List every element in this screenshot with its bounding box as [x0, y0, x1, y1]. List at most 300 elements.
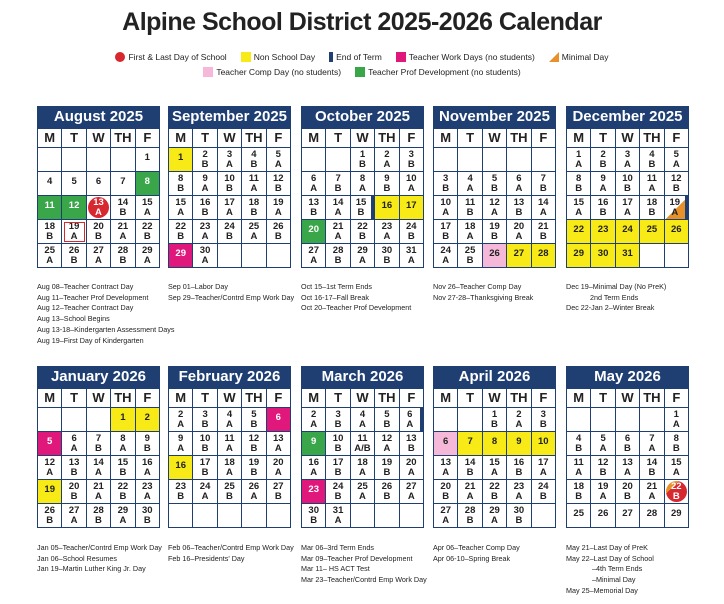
day-number: 5 [47, 436, 53, 447]
day-type: A [274, 443, 282, 454]
day-number: 3 [443, 173, 449, 184]
day-number: 26 [597, 508, 609, 519]
day-number: 22 [357, 221, 368, 232]
day-number: 24 [406, 221, 417, 232]
day-cell [193, 480, 217, 504]
day-header: F [665, 129, 689, 148]
day-number: 13 [406, 433, 417, 444]
day-cell [169, 244, 193, 268]
day-cell [507, 220, 531, 244]
day-header: T [62, 389, 86, 408]
day-type: B [359, 231, 366, 242]
day-number: 16 [175, 460, 186, 471]
day-number: 14 [93, 457, 104, 468]
day-header: TH [640, 389, 664, 408]
day-number: 2 [178, 409, 184, 420]
empty-cell [532, 504, 556, 528]
day-type: B [539, 183, 547, 194]
day-header: F [267, 389, 291, 408]
day-number: 5 [275, 149, 281, 160]
day-type: B [143, 515, 151, 526]
day-type: B [383, 419, 391, 430]
day-type: A [359, 467, 366, 478]
empty-cell [218, 244, 242, 268]
day-number: 6 [95, 176, 102, 187]
day-number: 29 [175, 248, 186, 259]
day-number: 23 [199, 221, 211, 232]
day-type: B [407, 159, 415, 170]
day-header: TH [375, 389, 399, 408]
day-cell [591, 244, 615, 268]
day-number: 17 [538, 457, 549, 468]
day-cell [640, 172, 664, 196]
day-number: 7 [120, 176, 126, 187]
day-type: B [201, 207, 209, 218]
day-cell [136, 148, 160, 172]
day-number: 1 [120, 412, 126, 423]
day-number: 5 [491, 173, 498, 184]
day-type: B [599, 159, 607, 170]
day-cell [375, 408, 399, 432]
day-type: A [515, 231, 523, 242]
day-number: 12 [68, 200, 80, 211]
day-type: A [143, 255, 151, 266]
month-block [566, 106, 689, 268]
month-grid [301, 128, 424, 268]
day-number: 27 [93, 245, 104, 256]
day-type: B [250, 443, 258, 454]
day-cell [326, 172, 350, 196]
day-cell [218, 408, 242, 432]
day-header: TH [242, 129, 266, 148]
day-cell [640, 148, 664, 172]
day-type: A [407, 491, 415, 502]
day-type: A [70, 443, 78, 454]
day-cell [640, 456, 664, 480]
day-number: 28 [538, 248, 549, 259]
day-cell [375, 480, 399, 504]
day-number: 8 [178, 173, 184, 184]
day-number: 11 [465, 197, 476, 208]
day-number: 13 [308, 197, 319, 208]
day-type: B [491, 491, 498, 502]
day-type: A [466, 491, 474, 502]
day-type: B [201, 159, 209, 170]
month-notes: Apr 06–Teacher Comp Day Apr 06-10–Spring Break [433, 543, 520, 563]
day-number: 27 [440, 505, 451, 516]
day-number: 9 [202, 173, 208, 184]
day-header: F [532, 129, 556, 148]
day-number: 7 [540, 173, 546, 184]
empty-cell [591, 408, 615, 432]
day-type: B [357, 207, 365, 218]
day-cell [326, 504, 350, 528]
month-block [433, 106, 556, 268]
day-header: T [591, 389, 615, 408]
day-cell [616, 196, 640, 220]
day-number: 20 [440, 481, 451, 492]
month-title: April 2026 [433, 366, 556, 388]
month-grid [566, 388, 689, 528]
day-type: B [515, 467, 523, 478]
day-number: 11 [357, 433, 368, 444]
day-type: A [539, 467, 547, 478]
day-cell [302, 408, 326, 432]
day-type: A [442, 467, 450, 478]
day-type: A [143, 467, 151, 478]
day-type: A [250, 183, 258, 194]
day-type: A [201, 231, 209, 242]
month-block [37, 366, 160, 528]
day-cell [375, 196, 399, 220]
day-type: A [515, 183, 523, 194]
day-type: B [648, 207, 656, 218]
day-type: A [201, 491, 209, 502]
day-number: 27 [513, 248, 525, 259]
day-cell [38, 172, 62, 196]
day-cell [169, 480, 193, 504]
day-number: 7 [335, 173, 341, 184]
day-number: 3 [335, 409, 341, 420]
day-number: 5 [673, 149, 679, 160]
day-cell [267, 172, 291, 196]
day-cell [326, 480, 350, 504]
day-cell [351, 148, 375, 172]
day-cell [458, 172, 482, 196]
day-type: A [95, 491, 102, 502]
day-number: 21 [332, 221, 344, 232]
day-cell [616, 480, 640, 504]
day-cell [665, 504, 689, 528]
day-number: 17 [199, 457, 211, 468]
day-type: B [515, 515, 523, 526]
day-header: F [136, 129, 160, 148]
day-cell [532, 432, 556, 456]
empty-cell [326, 148, 350, 172]
day-cell [111, 244, 135, 268]
day-header: T [193, 129, 217, 148]
month-block [168, 106, 291, 268]
day-cell [458, 456, 482, 480]
day-number: 26 [44, 505, 55, 516]
day-cell [567, 196, 591, 220]
day-cell [218, 196, 242, 220]
day-cell [400, 244, 424, 268]
day-header: F [532, 389, 556, 408]
day-type: B [383, 183, 391, 194]
day-number: 25 [646, 224, 658, 235]
day-cell [567, 480, 591, 504]
day-cell [87, 504, 111, 528]
day-header: W [483, 389, 507, 408]
day-header: T [326, 129, 350, 148]
month-notes: Oct 15–1st Term Ends Oct 16-17–Fall Break Oct 20–Teacher Prof Development [301, 282, 412, 313]
day-type: B [70, 255, 78, 266]
day-type: B [515, 207, 523, 218]
day-number: 24 [622, 224, 633, 235]
day-cell [302, 432, 326, 456]
day-cell [62, 456, 86, 480]
day-number: 21 [646, 481, 658, 492]
day-type: B [226, 231, 233, 242]
day-type: B [334, 255, 342, 266]
day-cell [483, 432, 507, 456]
empty-cell [87, 408, 111, 432]
day-number: 31 [406, 245, 417, 256]
day-cell [193, 408, 217, 432]
month-title: May 2026 [566, 366, 689, 388]
day-number: 4 [251, 149, 257, 160]
day-number: 25 [357, 481, 368, 492]
empty-cell [267, 244, 291, 268]
day-type: B [250, 419, 258, 430]
day-number: 23 [381, 221, 393, 232]
day-number: 1 [576, 149, 582, 160]
day-header: TH [507, 389, 531, 408]
day-type: B [575, 443, 583, 454]
day-number: 17 [224, 197, 235, 208]
day-number: 13 [273, 433, 284, 444]
day-type: B [466, 207, 474, 218]
day-cell [136, 196, 160, 220]
legend-row-1 [0, 52, 724, 62]
day-cell [458, 432, 482, 456]
day-number: 27 [406, 481, 417, 492]
day-type: A [119, 231, 127, 242]
triangle-swatch-icon [549, 52, 559, 62]
day-number: 27 [68, 505, 80, 516]
day-type: B [201, 419, 209, 430]
day-cell [567, 244, 591, 268]
day-cell [400, 148, 424, 172]
day-type: B [226, 183, 233, 194]
day-header: F [665, 389, 689, 408]
day-cell [87, 196, 111, 220]
month-notes: Dec 19–Minimal Day (No PreK) 2nd Term Ends Dec 22-Jan 2–Winter Break [566, 282, 667, 313]
day-cell [169, 432, 193, 456]
day-number: 12 [489, 197, 500, 208]
day-cell [532, 220, 556, 244]
day-header: M [38, 129, 62, 148]
month-grid [433, 128, 556, 268]
day-cell [375, 456, 399, 480]
day-type: B [177, 231, 185, 242]
day-number: 25 [573, 508, 584, 519]
day-number: 10 [224, 173, 235, 184]
day-number: 16 [597, 197, 609, 208]
day-number: 17 [440, 221, 451, 232]
day-cell [267, 408, 291, 432]
day-number: 13 [513, 197, 525, 208]
day-cell [375, 172, 399, 196]
day-number: 30 [381, 245, 393, 256]
day-number: 25 [44, 245, 55, 256]
month-grid [168, 128, 291, 268]
day-type: A [407, 183, 415, 194]
day-header: TH [640, 129, 664, 148]
day-cell [136, 244, 160, 268]
day-cell [351, 480, 375, 504]
day-type: A [599, 183, 607, 194]
day-cell [87, 244, 111, 268]
day-cell [218, 220, 242, 244]
day-number: 20 [68, 481, 80, 492]
day-type: B [177, 491, 185, 502]
day-number: 16 [199, 197, 211, 208]
day-cell [267, 456, 291, 480]
day-type: A [672, 159, 680, 170]
day-cell [483, 244, 507, 268]
empty-cell [351, 504, 375, 528]
day-number: 11 [646, 173, 657, 184]
day-type: A [671, 207, 679, 218]
day-cell [434, 244, 458, 268]
day-header: W [87, 389, 111, 408]
day-cell [616, 244, 640, 268]
day-cell [38, 480, 62, 504]
day-cell [616, 432, 640, 456]
day-cell [375, 244, 399, 268]
day-type: A [442, 515, 450, 526]
day-cell [87, 220, 111, 244]
day-cell [665, 432, 689, 456]
day-type: A [491, 515, 498, 526]
empty-cell [218, 504, 242, 528]
day-header: W [218, 129, 242, 148]
empty-cell [111, 148, 135, 172]
day-type: A [226, 467, 233, 478]
day-number: 20 [513, 221, 525, 232]
day-cell [665, 172, 689, 196]
day-type: B [274, 183, 282, 194]
day-number: 14 [332, 197, 344, 208]
day-cell [665, 480, 689, 504]
day-cell [591, 456, 615, 480]
day-number: 24 [538, 481, 549, 492]
day-cell [62, 480, 86, 504]
day-cell [136, 504, 160, 528]
day-type: A [599, 491, 607, 502]
empty-cell [434, 408, 458, 432]
day-cell [591, 172, 615, 196]
day-number: 11 [248, 173, 259, 184]
day-number: 10 [199, 433, 211, 444]
empty-cell [507, 148, 531, 172]
empty-cell [375, 504, 399, 528]
day-cell [62, 504, 86, 528]
day-cell [302, 504, 326, 528]
day-cell [665, 196, 689, 220]
day-cell [567, 432, 591, 456]
day-header: F [136, 389, 160, 408]
day-cell [458, 220, 482, 244]
day-type: B [70, 467, 78, 478]
day-type: B [334, 443, 342, 454]
day-number: 25 [248, 221, 260, 232]
day-number: 11 [44, 200, 55, 211]
day-cell [591, 480, 615, 504]
day-number: 20 [406, 457, 417, 468]
day-cell [483, 456, 507, 480]
day-type: A [491, 207, 498, 218]
day-type: B [407, 231, 415, 242]
day-type: B [334, 419, 342, 430]
day-number: 5 [384, 409, 390, 420]
day-cell [267, 480, 291, 504]
empty-cell [62, 148, 86, 172]
day-cell [507, 456, 531, 480]
day-number: 26 [671, 224, 682, 235]
month-block [433, 366, 556, 528]
day-type: A [648, 183, 656, 194]
day-type: B [491, 183, 498, 194]
day-cell [38, 432, 62, 456]
day-number: 31 [622, 248, 633, 259]
day-cell [400, 408, 424, 432]
day-cell [136, 480, 160, 504]
day-type: A [407, 255, 415, 266]
empty-cell [242, 504, 266, 528]
day-type: B [143, 443, 151, 454]
day-type: B [226, 491, 233, 502]
day-number: 11 [224, 433, 235, 444]
day-number: 28 [93, 505, 104, 516]
day-type: B [624, 491, 631, 502]
day-type: B [672, 183, 680, 194]
day-number: 19 [68, 221, 80, 232]
empty-cell [483, 148, 507, 172]
day-cell [193, 220, 217, 244]
day-cell [591, 148, 615, 172]
day-type: A [575, 207, 583, 218]
day-number: 31 [332, 505, 344, 516]
day-number: 8 [120, 433, 126, 444]
day-cell [193, 244, 217, 268]
day-number: 25 [464, 245, 476, 256]
day-cell [483, 504, 507, 528]
day-type: A [672, 419, 680, 430]
day-cell [326, 432, 350, 456]
day-type: B [575, 491, 583, 502]
day-cell [62, 220, 86, 244]
legend-item [203, 67, 341, 77]
legend-label: First & Last Day of School [128, 52, 227, 62]
day-cell [400, 480, 424, 504]
day-type: B [442, 491, 450, 502]
day-type: A [466, 231, 474, 242]
day-type: A [334, 231, 342, 242]
day-type: B [119, 255, 127, 266]
square-swatch-icon [355, 67, 365, 77]
day-number: 21 [538, 221, 549, 232]
day-cell [302, 172, 326, 196]
day-number: 21 [117, 221, 129, 232]
day-type: B [274, 231, 282, 242]
empty-cell [458, 408, 482, 432]
empty-cell [665, 244, 689, 268]
day-type: A [70, 231, 78, 242]
day-number: 12 [671, 173, 682, 184]
day-type: B [466, 515, 474, 526]
day-cell [640, 432, 664, 456]
day-type: B [539, 419, 547, 430]
month-notes: Feb 06–Teacher/Contrd Emp Work Day Feb 16–Presidents' Day [168, 543, 294, 563]
day-number: 1 [359, 149, 366, 160]
day-cell [375, 148, 399, 172]
day-type: B [359, 159, 366, 170]
day-type: B [383, 467, 391, 478]
day-cell [567, 220, 591, 244]
